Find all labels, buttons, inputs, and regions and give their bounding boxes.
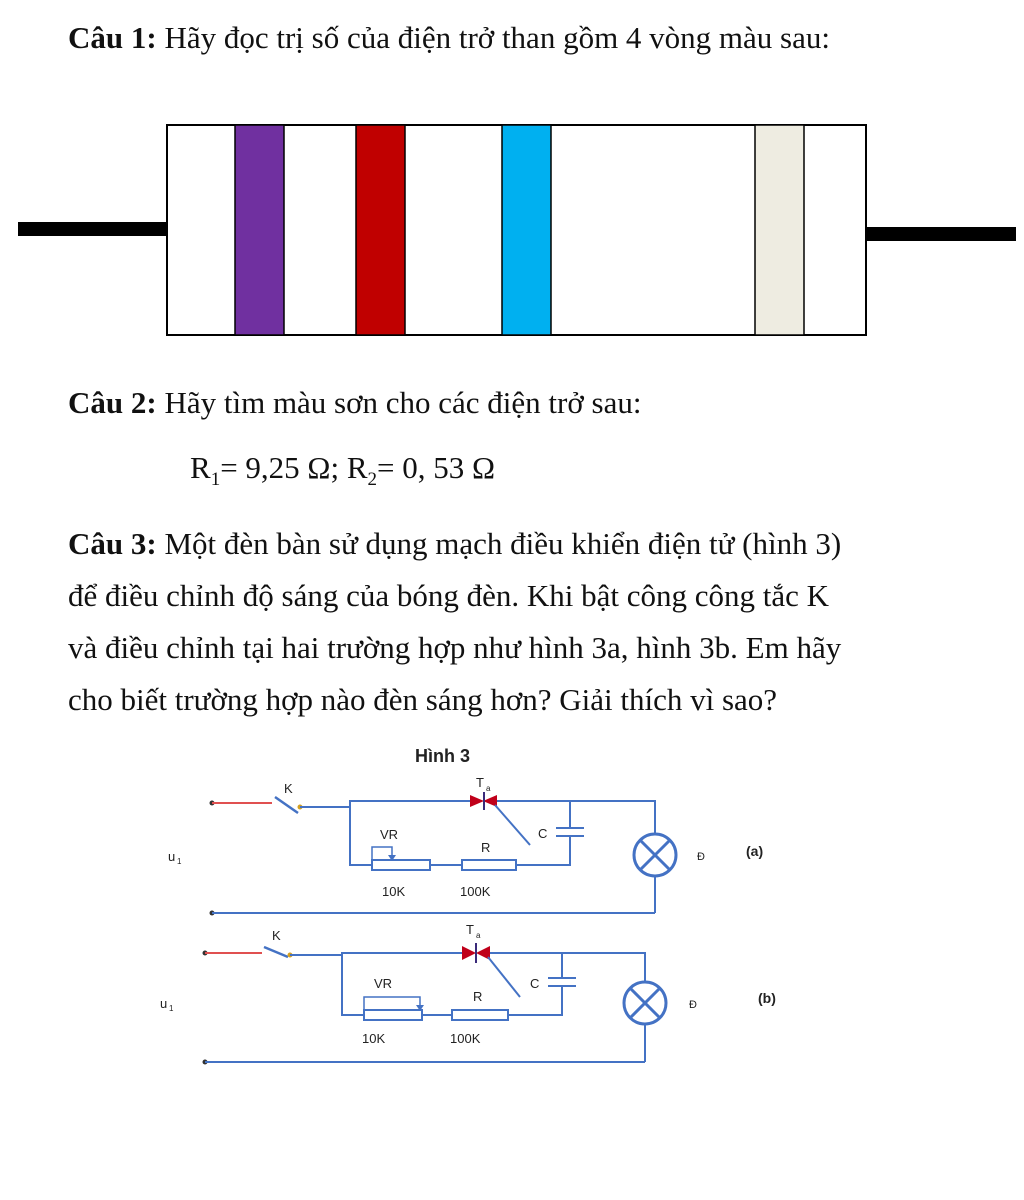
- lamp-label: Đ: [697, 851, 705, 863]
- question-3-line-1: Một đèn bàn sử dụng mạch điều khiển điện tử (hình 3): [156, 526, 842, 561]
- vr-label: VR: [380, 827, 399, 842]
- circuit-a-tag: (a): [746, 843, 764, 859]
- potentiometer-symbol: [372, 860, 430, 870]
- source-subscript: 1: [177, 857, 182, 866]
- r-label: R: [473, 989, 483, 1004]
- potentiometer-symbol: [364, 1010, 422, 1020]
- resistor-symbol: [452, 1010, 508, 1020]
- triac-symbol: [470, 795, 484, 807]
- question-3-label: Câu 3:: [68, 526, 157, 561]
- top-wire: [290, 953, 462, 955]
- vr-value: 10K: [362, 1031, 386, 1046]
- r-label: R: [481, 840, 491, 855]
- resistor-band-1: [235, 125, 284, 335]
- question-3-line-2: để điều chỉnh độ sáng của bóng đèn. Khi bật công công tắc K: [68, 578, 830, 613]
- top-wire: [300, 801, 470, 807]
- vr-label: VR: [374, 976, 393, 991]
- question-3-line-3: và điều chỉnh tại hai trường hợp như hình 3a, hình 3b. Em hãy: [68, 630, 842, 665]
- triac-symbol: [462, 946, 476, 960]
- r-value: 100K: [460, 884, 491, 899]
- question-2: [68, 385, 641, 421]
- lamp-label: Đ: [689, 999, 697, 1011]
- capacitor-label: C: [530, 976, 540, 991]
- source-label: u: [168, 849, 176, 864]
- r1-symbol: R: [190, 450, 211, 485]
- question-3: [68, 518, 1018, 726]
- r2-subscript: 2: [367, 469, 378, 491]
- r2-symbol: R: [346, 450, 368, 485]
- r1-subscript: 1: [210, 469, 221, 491]
- vr-value: 10K: [382, 884, 406, 899]
- switch-k-arm: [275, 797, 298, 813]
- circuit-figure: [0, 735, 1024, 1075]
- triac-subscript: a: [486, 784, 491, 793]
- switch-label: K: [284, 781, 293, 796]
- resistor-diagram: [0, 115, 1024, 345]
- figure-title: Hình 3: [415, 746, 471, 766]
- r2-value: = 0, 53 Ω: [377, 450, 496, 485]
- capacitor-label: C: [538, 826, 548, 841]
- resistor-symbol: [462, 860, 516, 870]
- source-label: u: [160, 996, 168, 1011]
- question-1-text: Hãy đọc trị số của điện trở than gồm 4 vòng màu sau:: [156, 20, 830, 55]
- question-3-line-4: cho biết trường hợp nào đèn sáng hơn? Giải thích vì sao?: [68, 682, 778, 717]
- question-2-text: Hãy tìm màu sơn cho các điện trở sau:: [156, 385, 642, 420]
- resistor-band-4: [755, 125, 804, 335]
- resistor-left-lead: [18, 222, 168, 236]
- resistor-band-2: [356, 125, 405, 335]
- question-2-label: Câu 2:: [68, 385, 157, 420]
- circuit-a: [168, 775, 763, 916]
- switch-label: K: [272, 928, 281, 943]
- question-1: [68, 20, 830, 56]
- question-1-label: Câu 1:: [68, 20, 157, 55]
- circuit-b: [160, 922, 776, 1065]
- triac-subscript: a: [476, 931, 481, 940]
- resistor-band-3: [502, 125, 551, 335]
- switch-k-arm: [264, 947, 288, 957]
- resistor-right-lead: [866, 227, 1016, 241]
- r-value: 100K: [450, 1031, 481, 1046]
- r1-value: = 9,25 Ω;: [220, 450, 347, 485]
- triac-label: T: [466, 922, 474, 937]
- resistance-formula: [190, 450, 495, 491]
- source-subscript: 1: [169, 1004, 174, 1013]
- triac-label: T: [476, 775, 484, 790]
- circuit-b-tag: (b): [758, 990, 776, 1006]
